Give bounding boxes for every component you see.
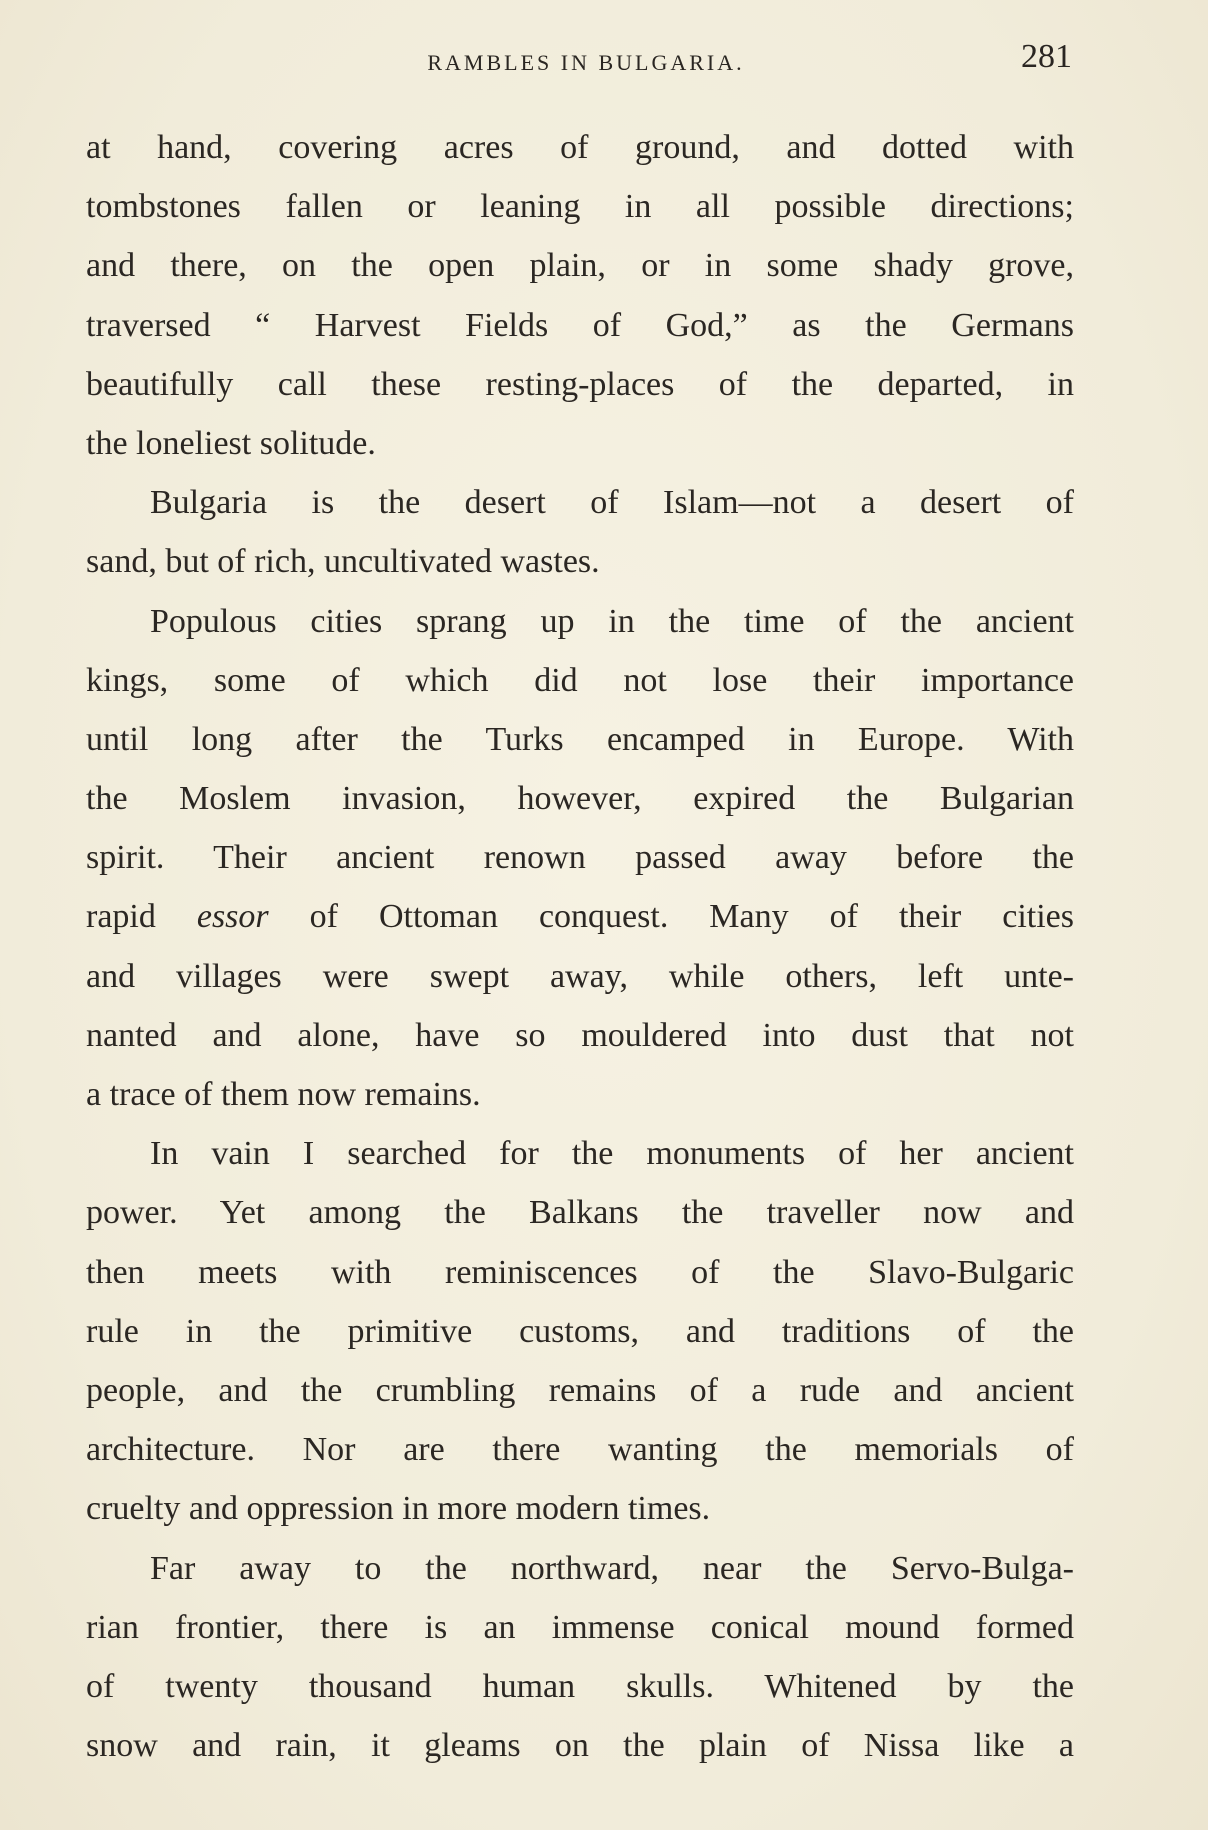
line-rest: of Ottoman conquest. Many of their cities [309, 898, 1074, 936]
text-line: then meets with reminiscences of the Slavo-Bulgaric [86, 1253, 1074, 1291]
text-line: until long after the Turks encamped in Europe. With [86, 720, 1074, 758]
paragraph-start-line: Bulgaria is the desert of Islam—not a desert of [150, 484, 1074, 522]
text-line: kings, some of which did not lose their importance [86, 661, 1074, 699]
text-line: spirit. Their ancient renown passed away before the [86, 839, 1074, 877]
text-line: sand, but of rich, uncultivated wastes. [86, 543, 600, 581]
text-line: the Moslem invasion, however, expired the Bulgarian [86, 780, 1074, 818]
text-line: nanted and alone, have so mouldered into dust that not [86, 1016, 1074, 1054]
paragraph-start-line: Populous cities sprang up in the time of the ancient [150, 602, 1074, 640]
line-prefix: rapid [86, 898, 197, 936]
text-line: rian frontier, there is an immense conical mound formed [86, 1608, 1074, 1646]
text-line: power. Yet among the Balkans the traveller now and [86, 1194, 1074, 1232]
line-space [269, 898, 310, 935]
text-line: the loneliest solitude. [86, 424, 376, 462]
text-line: and there, on the open plain, or in some shady grove, [86, 247, 1074, 285]
body-text [86, 118, 1074, 1775]
text-line: at hand, covering acres of ground, and dotted with [86, 129, 1074, 166]
text-line: architecture. Nor are there wanting the memorials of [86, 1431, 1074, 1469]
running-title: RAMBLES IN BULGARIA. [427, 50, 745, 75]
text-line: snow and rain, it gleams on the plain of Nissa like a [86, 1727, 1074, 1765]
text-line: rule in the primitive customs, and traditions of the [86, 1312, 1074, 1350]
page-number: 281 [1021, 38, 1072, 75]
text-line: traversed “ Harvest Fields of God,” as the Germans [86, 306, 1074, 344]
text-line: cruelty and oppression in more modern times. [86, 1490, 711, 1528]
italic-word: essor [196, 898, 269, 936]
running-head [86, 38, 1086, 88]
text-line: tombstones fallen or leaning in all possible directions; [86, 188, 1074, 226]
paragraph-start-line: Far away to the northward, near the Servo-Bulga- [150, 1549, 1074, 1587]
text-line: people, and the crumbling remains of a rude and ancient [86, 1371, 1074, 1409]
text-line: of twenty thousand human skulls. Whitened by the [86, 1667, 1074, 1705]
text-line: and villages were swept away, while others, left unte- [86, 957, 1074, 995]
text-line-with-italic [86, 887, 1074, 946]
paragraph-start-line: In vain I searched for the monuments of her ancient [150, 1135, 1074, 1173]
text-line: a trace of them now remains. [86, 1076, 481, 1113]
text-line: beautifully call these resting-places of the departed, in [86, 365, 1074, 403]
